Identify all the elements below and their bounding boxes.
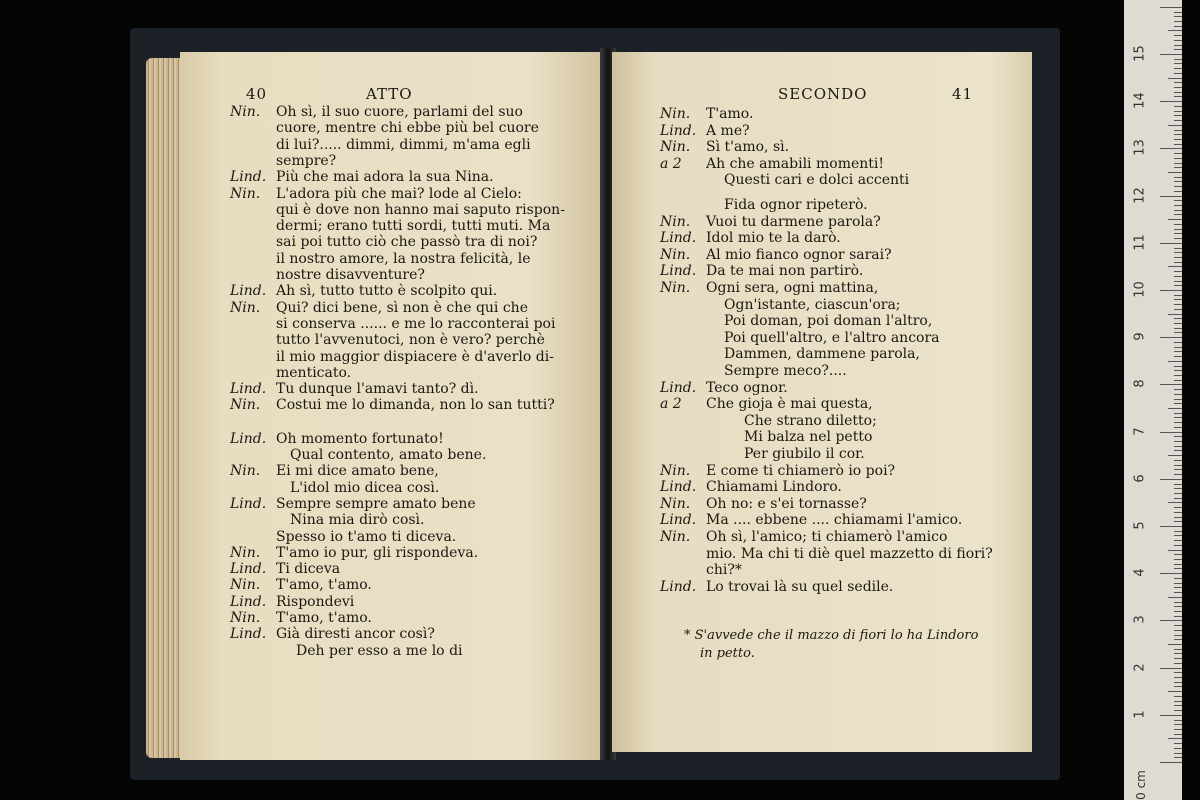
line-text: Più che mai adora la sua Nina. [276, 169, 494, 186]
ruler-tick [1174, 616, 1182, 617]
ruler-tick [1174, 229, 1182, 230]
ruler-tick [1174, 375, 1182, 376]
speaker-label: Lind. [660, 122, 697, 139]
ruler-tick [1174, 422, 1182, 423]
ruler-tick [1174, 87, 1182, 88]
line-text: Al mio fianco ognor sarai? [706, 246, 892, 263]
speaker-label: Lind. [660, 479, 697, 496]
ruler-tick [1174, 130, 1182, 131]
ruler-tick [1174, 498, 1182, 499]
line-text: di lui?..... dimmi, dimmi, m'ama egli [276, 136, 531, 153]
ruler-tick [1168, 550, 1182, 551]
ruler-tick [1174, 68, 1182, 69]
ruler-tick [1174, 134, 1182, 135]
ruler-number: 5 [1132, 521, 1148, 530]
ruler-tick [1174, 26, 1182, 27]
speaker-label: Nin. [660, 462, 691, 479]
line-text: cuore, mentre chi ebbe più bel cuore [276, 120, 539, 137]
speaker-label: Nin. [230, 610, 261, 626]
ruler-tick [1174, 295, 1182, 296]
line-text: chi?* [706, 562, 742, 579]
ruler-tick [1160, 479, 1182, 480]
ruler-tick [1174, 507, 1182, 508]
line-text: Ei mi dice amato bene, [276, 463, 439, 480]
line-text: Chiamami Lindoro. [706, 479, 842, 496]
ruler-tick [1174, 427, 1182, 428]
ruler-tick [1174, 606, 1182, 607]
speaker-label: Nin. [660, 139, 691, 156]
line-text: Poi doman, poi doman l'altro, [724, 313, 933, 330]
line-text: Per giubilo il cor. [744, 446, 865, 462]
ruler-tick [1174, 602, 1182, 603]
ruler-tick [1174, 583, 1182, 584]
ruler-tick [1174, 517, 1182, 518]
speaker-label: Nin. [660, 213, 691, 230]
ruler-tick [1174, 73, 1182, 74]
ruler-unit: 0 cm [1133, 770, 1148, 800]
ruler-tick [1174, 205, 1182, 206]
line-text: Ogni sera, ogni mattina, [706, 280, 879, 296]
line-text: Sì t'amo, sì. [706, 139, 790, 156]
speaker-label: Lind. [660, 578, 697, 595]
line-text: nostre disavventure? [276, 267, 425, 283]
ruler-tick [1174, 450, 1182, 451]
ruler-tick [1168, 691, 1182, 692]
ruler-tick [1174, 436, 1182, 437]
line-text: Da te mai non partirò. [706, 263, 864, 280]
ruler-tick [1174, 299, 1182, 300]
line-text: menticato. [276, 364, 352, 381]
line-text: Che gioja è mai questa, [706, 396, 873, 413]
ruler-tick [1174, 21, 1182, 22]
ruler-tick [1174, 177, 1182, 178]
ruler-tick [1174, 649, 1182, 650]
ruler-tick [1174, 186, 1182, 187]
ruler-tick [1174, 351, 1182, 352]
ruler-tick [1174, 347, 1182, 348]
line-text: Qual contento, amato bene. [290, 447, 487, 463]
footnote-line-1: * S'avvede che il mazzo di fiori lo ha Lindoro [684, 628, 979, 643]
ruler-tick [1168, 361, 1182, 362]
ruler-tick [1174, 45, 1182, 46]
ruler-tick [1174, 663, 1182, 664]
line-text: Ma .... ebbene .... chiamami l'amico. [706, 512, 963, 529]
line-text: si conserva ...... e me lo racconterai poi [276, 315, 556, 332]
ruler-tick [1174, 271, 1182, 272]
ruler-tick [1174, 111, 1182, 112]
speaker-label: Nin. [230, 397, 261, 414]
ruler-tick [1160, 715, 1182, 716]
ruler-tick [1174, 710, 1182, 711]
speaker-label: Nin. [230, 104, 261, 120]
ruler-tick [1160, 101, 1182, 102]
speaker-label: Lind. [660, 230, 697, 247]
speaker-label: Lind. [660, 379, 697, 396]
line-text: T'amo, t'amo. [276, 610, 372, 626]
speaker-label: Nin. [660, 280, 691, 296]
ruler-number: 14 [1132, 92, 1148, 109]
ruler-tick [1174, 257, 1182, 258]
speaker-label: a 2 [660, 396, 682, 413]
speaker-label: Lind. [230, 495, 267, 512]
ruler-number: 15 [1132, 45, 1148, 62]
line-text: L'idol mio dicea così. [290, 479, 440, 496]
ruler-tick [1168, 597, 1182, 598]
ruler-tick [1174, 200, 1182, 201]
speaker-label: Lind. [230, 593, 267, 610]
ruler-tick [1174, 40, 1182, 41]
ruler-tick [1174, 262, 1182, 263]
speaker-label: a 2 [660, 155, 682, 172]
line-text: tutto l'avvenutoci, non è vero? perchè [276, 332, 545, 349]
ruler-tick [1168, 30, 1182, 31]
line-text: Mi balza nel petto [744, 429, 873, 446]
speaker-label: Nin. [660, 495, 691, 512]
ruler-tick [1174, 318, 1182, 319]
ruler-tick [1174, 12, 1182, 13]
line-text: sai poi tutto ciò che passò tra di noi? [276, 234, 538, 251]
ruler-number: 12 [1132, 186, 1148, 204]
ruler-tick [1174, 158, 1182, 159]
speaker-label: Lind. [230, 381, 267, 398]
ruler-tick [1174, 191, 1182, 192]
ruler-tick [1174, 342, 1182, 343]
ruler-tick [1174, 446, 1182, 447]
ruler-tick [1174, 153, 1182, 154]
speaker-label: Lind. [230, 561, 267, 578]
ruler-tick [1174, 281, 1182, 282]
line-text: Oh no: e s'ei tornasse? [706, 495, 867, 512]
speaker-label: Lind. [660, 263, 697, 280]
ruler-tick [1168, 78, 1182, 79]
line-text: Nina mia dirò così. [290, 512, 425, 529]
line-text: Qui? dici bene, sì non è che qui che [276, 299, 528, 316]
ruler-tick [1174, 535, 1182, 536]
line-text: Ti diceva [276, 561, 341, 578]
ruler-tick [1174, 96, 1182, 97]
ruler-tick [1174, 63, 1182, 64]
ruler-tick [1174, 757, 1182, 758]
ruler-tick [1174, 686, 1182, 687]
line-text: Ah sì, tutto tutto è scolpito qui. [276, 283, 498, 300]
ruler-tick [1168, 455, 1182, 456]
ruler-tick [1174, 729, 1182, 730]
right-page-number: 41 [952, 85, 974, 103]
ruler-tick [1168, 266, 1182, 267]
ruler-tick [1160, 384, 1182, 385]
ruler-tick [1174, 16, 1182, 17]
ruler-tick [1174, 493, 1182, 494]
ruler-tick [1174, 139, 1182, 140]
ruler-tick [1174, 474, 1182, 475]
ruler-tick [1174, 568, 1182, 569]
ruler-tick [1168, 172, 1182, 173]
ruler-tick [1174, 248, 1182, 249]
left-page-header: ATTO [366, 85, 413, 103]
ruler-tick [1174, 285, 1182, 286]
ruler-tick [1174, 328, 1182, 329]
ruler-number: 8 [1132, 379, 1148, 389]
ruler-tick [1174, 753, 1182, 754]
line-text: Dammen, dammene parola, [724, 346, 920, 363]
right-page-header: SECONDO [778, 85, 868, 103]
line-text: T'amo io pur, gli rispondeva. [276, 544, 479, 561]
ruler-tick [1174, 181, 1182, 182]
ruler-tick [1174, 163, 1182, 164]
ruler-number: 3 [1132, 615, 1148, 625]
ruler-tick [1174, 106, 1182, 107]
line-text: Ogn'istante, ciascun'ora; [724, 296, 901, 313]
ruler-tick [1174, 252, 1182, 253]
ruler-tick [1168, 502, 1182, 503]
line-text: L'adora più che mai? lode al Cielo: [276, 185, 522, 202]
ruler-tick [1174, 389, 1182, 390]
line-text: Che strano diletto; [744, 412, 877, 429]
speaker-label: Nin. [660, 106, 691, 122]
line-text: Vuoi tu darmene parola? [706, 213, 881, 230]
ruler-number: 1 [1132, 710, 1148, 719]
line-text: Spesso io t'amo ti diceva. [276, 528, 457, 545]
ruler-tick [1174, 380, 1182, 381]
ruler-tick [1174, 224, 1182, 225]
ruler-number: 9 [1132, 332, 1148, 341]
line-text: E come ti chiamerò io poi? [706, 462, 896, 479]
speaker-label: Nin. [230, 544, 261, 561]
ruler-number: 6 [1132, 474, 1148, 483]
footnote-line-2: in petto. [700, 646, 755, 661]
ruler-tick [1174, 469, 1182, 470]
ruler-tick [1174, 115, 1182, 116]
ruler-tick [1174, 59, 1182, 60]
ruler-tick [1174, 531, 1182, 532]
ruler-tick [1174, 682, 1182, 683]
ruler-tick [1174, 309, 1182, 310]
ruler-tick [1174, 370, 1182, 371]
ruler-tick [1174, 625, 1182, 626]
ruler-tick [1174, 488, 1182, 489]
ruler-tick [1174, 701, 1182, 702]
speaker-label: Lind. [230, 626, 267, 643]
ruler-tick [1174, 413, 1182, 414]
line-text: Rispondevi [276, 593, 355, 610]
ruler-tick [1174, 540, 1182, 541]
ruler-tick [1168, 738, 1182, 739]
speaker-label: Lind. [230, 169, 267, 186]
ruler-tick [1174, 545, 1182, 546]
line-text: Ah che amabili momenti! [706, 155, 884, 172]
ruler-tick [1168, 314, 1182, 315]
speaker-label: Lind. [230, 283, 267, 300]
ruler-tick [1168, 408, 1182, 409]
line-text: T'amo. [706, 106, 754, 122]
ruler-tick [1174, 611, 1182, 612]
line-text: Teco ognor. [706, 379, 788, 396]
ruler-number: 2 [1132, 662, 1148, 672]
speaker-label: Nin. [230, 577, 261, 594]
ruler-tick [1174, 394, 1182, 395]
ruler-tick [1174, 276, 1182, 277]
ruler-tick [1174, 214, 1182, 215]
ruler-tick [1174, 521, 1182, 522]
line-text: Lo trovai là su quel sedile. [706, 578, 894, 595]
ruler-tick [1174, 167, 1182, 168]
line-text: qui è dove non hanno mai saputo rispon- [276, 201, 565, 218]
ruler-tick [1174, 323, 1182, 324]
line-text: Oh sì, il suo cuore, parlami del suo [276, 104, 523, 120]
ruler-tick [1168, 219, 1182, 220]
ruler-tick [1174, 705, 1182, 706]
line-text: il nostro amore, la nostra felicità, le [276, 250, 531, 267]
line-text: mio. Ma chi ti diè quel mazzetto di fiori? [706, 545, 993, 562]
ruler-number: 10 [1132, 281, 1148, 298]
ruler-tick [1160, 54, 1182, 55]
ruler-tick [1174, 144, 1182, 145]
speaker-label: Lind. [230, 430, 267, 447]
speaker-label: Nin. [660, 529, 691, 545]
line-text: Costui me lo dimanda, non lo san tutti? [276, 397, 555, 414]
speaker-label: Nin. [660, 246, 691, 263]
left-page-number: 40 [246, 85, 268, 103]
ruler-tick [1174, 366, 1182, 367]
ruler-tick [1160, 762, 1182, 763]
ruler-tick [1174, 724, 1182, 725]
ruler-tick [1174, 559, 1182, 560]
line-text: Idol mio te la darò. [706, 230, 841, 247]
line-text: dermi; erano tutti sordi, tutti muti. Ma [276, 218, 551, 235]
line-text: Questi cari e dolci accenti [724, 172, 910, 189]
line-text: Oh sì, l'amico; ti chiamerò l'amico [706, 529, 948, 545]
ruler-tick [1174, 82, 1182, 83]
ruler-tick [1174, 304, 1182, 305]
ruler-tick [1174, 399, 1182, 400]
ruler-tick [1174, 120, 1182, 121]
ruler-tick [1174, 630, 1182, 631]
ruler-tick [1174, 653, 1182, 654]
ruler-tick [1160, 290, 1182, 291]
ruler-tick [1174, 658, 1182, 659]
ruler-tick [1160, 243, 1182, 244]
ruler-tick [1174, 720, 1182, 721]
ruler-tick [1174, 49, 1182, 50]
ruler-tick [1174, 332, 1182, 333]
line-text: Poi quell'altro, e l'altro ancora [724, 329, 940, 346]
ruler-tick [1160, 7, 1182, 8]
ruler-tick [1160, 148, 1182, 149]
speaker-label: Nin. [230, 185, 261, 202]
ruler-number: 11 [1132, 234, 1148, 251]
ruler-tick [1174, 639, 1182, 640]
speaker-label: Lind. [660, 512, 697, 529]
line-text: Tu dunque l'amavi tanto? dì. [276, 381, 479, 398]
ruler-tick [1174, 748, 1182, 749]
ruler-tick [1174, 403, 1182, 404]
line-text: Sempre sempre amato bene [276, 495, 476, 512]
ruler-number: 13 [1132, 139, 1148, 157]
line-text: il mio maggior dispiacere è d'averlo di- [276, 348, 554, 365]
ruler-tick [1174, 677, 1182, 678]
line-text: Oh momento fortunato! [276, 430, 444, 447]
ruler-tick [1174, 465, 1182, 466]
ruler-tick [1174, 512, 1182, 513]
measurement-ruler [1124, 0, 1182, 800]
ruler-tick [1174, 587, 1182, 588]
line-text: Deh per esso a me lo di [296, 642, 463, 659]
ruler-tick [1160, 620, 1182, 621]
ruler-tick [1174, 356, 1182, 357]
ruler-tick [1174, 734, 1182, 735]
ruler-tick [1174, 417, 1182, 418]
ruler-tick [1174, 696, 1182, 697]
line-text: Sempre meco?.... [724, 363, 847, 379]
ruler-tick [1174, 554, 1182, 555]
ruler-tick [1168, 125, 1182, 126]
ruler-tick [1174, 460, 1182, 461]
ruler-tick [1160, 337, 1182, 338]
speaker-label: Nin. [230, 463, 261, 480]
ruler-tick [1174, 233, 1182, 234]
ruler-tick [1160, 432, 1182, 433]
ruler-tick [1174, 592, 1182, 593]
speaker-label: Nin. [230, 299, 261, 316]
ruler-tick [1174, 743, 1182, 744]
ruler-tick [1174, 238, 1182, 239]
ruler-tick [1174, 672, 1182, 673]
ruler-tick [1174, 210, 1182, 211]
line-text: Fida ognor ripeterò. [724, 197, 868, 213]
line-text: A me? [706, 122, 750, 139]
ruler-number: 7 [1132, 426, 1148, 436]
ruler-tick [1174, 484, 1182, 485]
ruler-tick [1174, 35, 1182, 36]
line-text: T'amo, t'amo. [276, 577, 372, 594]
ruler-tick [1160, 526, 1182, 527]
ruler-tick [1168, 644, 1182, 645]
ruler-tick [1174, 635, 1182, 636]
right-page [612, 52, 1032, 752]
ruler-tick [1160, 573, 1182, 574]
line-text: Già diresti ancor così? [276, 626, 435, 643]
left-page [180, 52, 608, 760]
ruler-tick [1174, 564, 1182, 565]
ruler-number: 4 [1132, 568, 1148, 577]
line-text: sempre? [276, 152, 337, 169]
ruler-tick [1174, 578, 1182, 579]
ruler-tick [1174, 441, 1182, 442]
ruler-tick [1160, 668, 1182, 669]
ruler-tick [1174, 92, 1182, 93]
ruler-tick [1160, 196, 1182, 197]
